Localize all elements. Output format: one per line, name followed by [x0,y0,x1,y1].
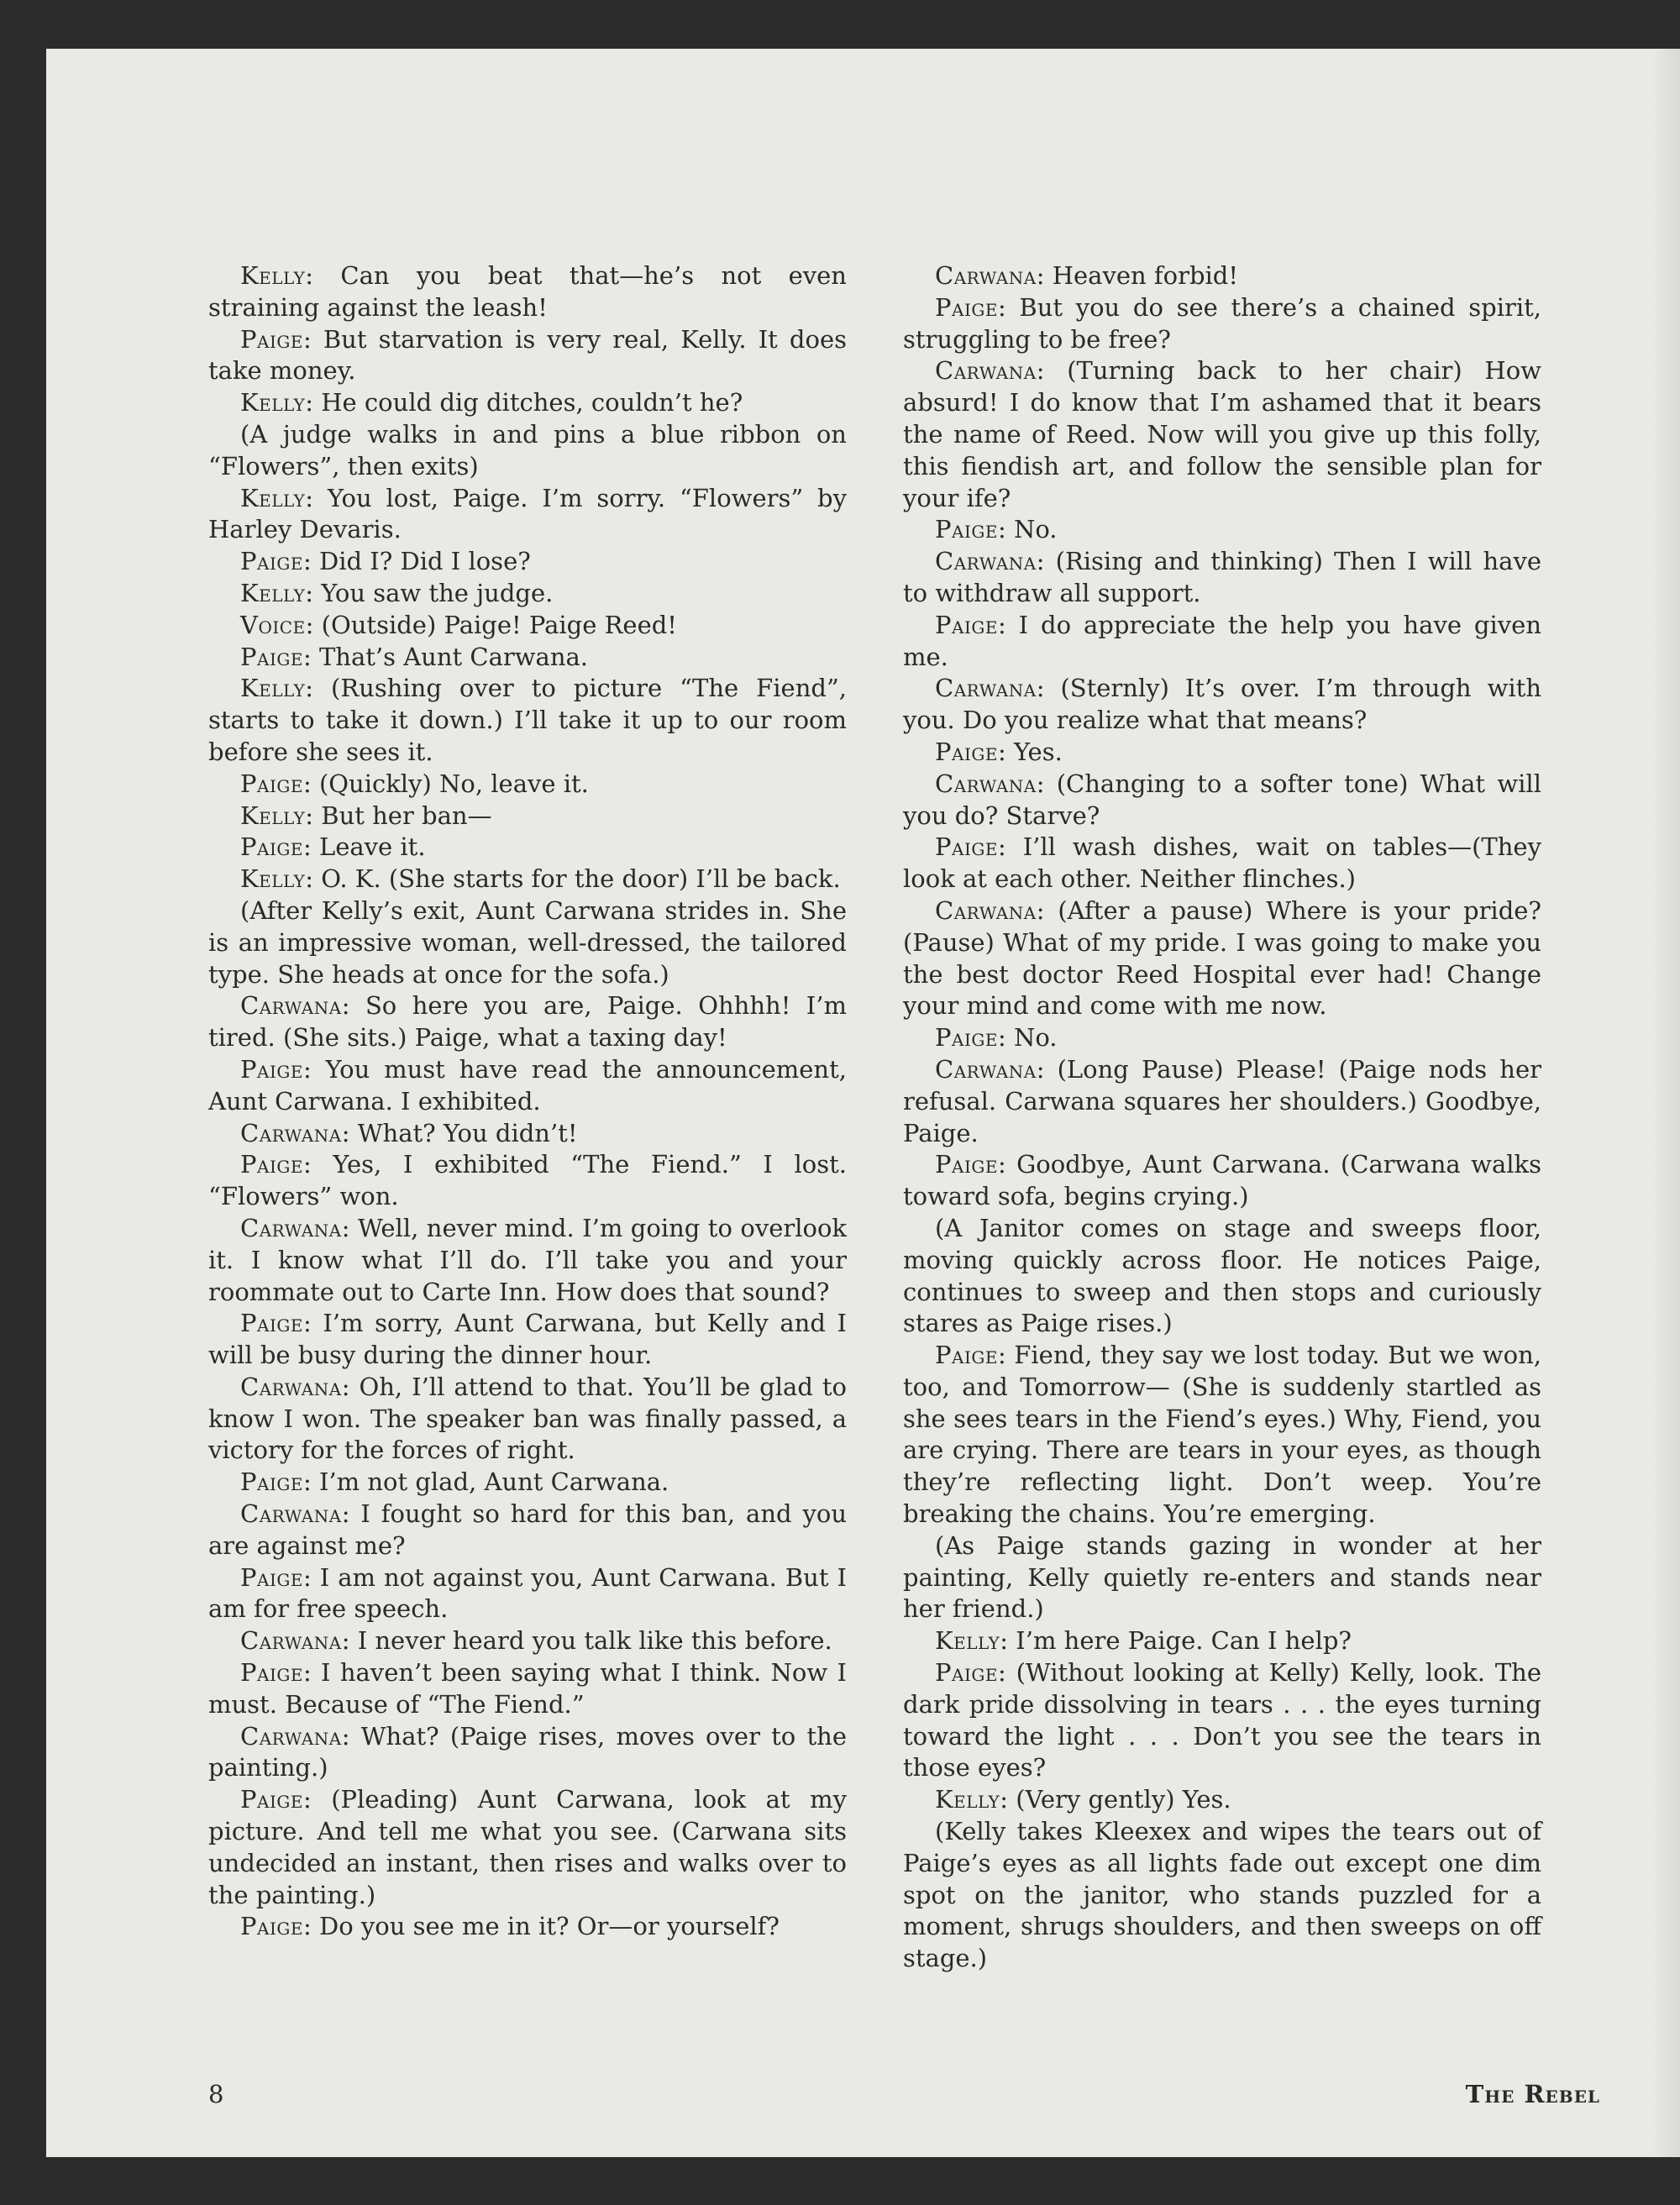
dialogue-line: Carwana: So here you are, Paige. Ohhhh! I’m tired. (She sits.) Paige, what a taxing day! [208,991,847,1053]
speaker-name: Carwana [240,1626,342,1656]
page-edge-shadow [1655,49,1680,2157]
dialogue-line: Paige: No. [935,1023,1058,1053]
dialogue-line: Paige: That’s Aunt Carwana. [240,642,589,671]
line-text: What? You didn’t! [357,1118,578,1147]
line-text: Fiend, they say we lost today. But we won, too, and Tomorrow— (She is suddenly startled as she sees tears in the Fiend’s eyes.) Why, Fiend, you are crying. There are tears in your eyes, as though they’re reflecting light. Don’t weep. You’re breaking the chains. You’re emerging. [903,1341,1541,1529]
dialogue-line: Voice: (Outside) Paige! Paige Reed! [240,610,677,639]
line-text: I am not against you, Aunt Carwana. But I am for free speech. [208,1562,847,1624]
speaker-name: Kelly [240,801,306,830]
dialogue-line: Carwana: (Long Pause) Please! (Paige nods her refusal. Carwana squares her shoulders.) Goodbye, Paige. [903,1054,1541,1147]
dialogue-line: Carwana: Heaven forbid! [935,261,1238,290]
speaker-name: Paige [935,832,998,862]
dialogue-line: Paige: I do appreciate the help you have given me. [903,610,1541,671]
line-text: No. [1013,1023,1058,1053]
line-text: I do appreciate the help you have given me. [903,610,1541,671]
speaker-name: Carwana [935,1054,1037,1084]
dialogue-line: Carwana: Oh, I’ll attend to that. You’ll be glad to know I won. The speaker ban was finally passed, a victory for the forces of right. [208,1372,847,1465]
dialogue-line: Carwana: Well, never mind. I’m going to overlook it. I know what I’ll do. I’ll take you and your roommate out to Carte Inn. How does that sound? [208,1213,847,1306]
line-text: That’s Aunt Carwana. [318,642,589,671]
dialogue-line: Paige: But starvation is very real, Kelly. It does take money. [208,324,847,386]
speaker-name: Paige [240,1467,303,1497]
speaker-name: Kelly [240,388,306,417]
dialogue-line: Kelly: You saw the judge. [240,578,554,607]
dialogue-line: Kelly: He could dig ditches, couldn’t he? [240,388,743,417]
dialogue-line: Kelly: (Very gently) Yes. [935,1785,1231,1814]
line-text: I fought so hard for this ban, and you are against me? [208,1499,847,1560]
speaker-name: Carwana [935,895,1037,925]
stage-direction [208,895,847,990]
line-text: He could dig ditches, couldn’t he? [321,388,743,417]
line-text: I haven’t been saying what I think. Now I must. Because of “The Fiend.” [208,1658,847,1719]
speaker-name: Carwana [935,356,1037,386]
magazine-title: The Rebel [1465,2080,1600,2108]
line-text: No. [1013,515,1058,544]
speaker-name: Paige [935,292,998,322]
line-text: But her ban— [321,801,492,830]
dialogue-line: Carwana: (After a pause) Where is your pride? (Pause) What of my pride. I was going to make you the best doctor Reed Hospital ever had! Change your mind and come with me now. [903,895,1541,1021]
line-text: I’m sorry, Aunt Carwana, but Kelly and I will be busy during the dinner hour. [208,1309,847,1370]
line-text: (Without looking at Kelly) Kelly, look. The dark pride dissolving in tears . . . the eyes turning toward the light . . . Don’t you see the tears in those eyes? [903,1658,1541,1782]
dialogue-line: Carwana: (Sternly) It’s over. I’m through with you. Do you realize what that means? [903,674,1541,735]
line-text: So here you are, Paige. Ohhhh! I’m tired. (She sits.) Paige, what a taxing day! [208,991,847,1053]
line-text: (Quickly) No, leave it. [318,769,589,798]
dialogue-line: Paige: No. [935,515,1058,544]
line-text: (A judge walks in and pins a blue ribbon on “Flowers”, then exits) [208,419,847,480]
line-text: Did I? Did I lose? [318,547,531,576]
dialogue-line: Paige: Did I? Did I lose? [240,547,531,576]
line-text: I’ll wash dishes, wait on tables—(They look at each other. Neither flinches.) [903,832,1541,894]
stage-direction [903,1816,1541,1975]
speaker-name: Paige [240,1309,303,1338]
speaker-name: Paige [935,515,998,544]
speaker-name: Carwana [240,1213,342,1242]
line-text: But starvation is very real, Kelly. It does take money. [208,324,847,386]
line-text: Heaven forbid! [1052,261,1238,290]
speaker-name: Kelly [240,578,306,607]
speaker-name: Paige [240,1912,303,1941]
line-text: Yes, I exhibited “The Fiend.” I lost. “Flowers” won. [208,1150,847,1211]
line-text: (After a pause) Where is your pride? (Pause) What of my pride. I was going to make you the best doctor Reed Hospital ever had! Change your mind and come with me now. [903,895,1541,1021]
speaker-name: Paige [935,1150,998,1179]
dialogue-line: Paige: Leave it. [240,832,426,862]
right-column [903,260,1541,1975]
line-text: Oh, I’ll attend to that. You’ll be glad to know I won. The speaker ban was finally passed, a victory for the forces of right. [208,1372,847,1465]
speaker-name: Paige [935,1023,998,1053]
speaker-name: Paige [240,1150,303,1179]
speaker-name: Carwana [240,1499,342,1529]
speaker-name: Carwana [240,991,342,1021]
stage-direction [903,1213,1541,1340]
speaker-name: Carwana [240,1118,342,1147]
dialogue-line: Paige: (Without looking at Kelly) Kelly, look. The dark pride dissolving in tears . . . the eyes turning toward the light . . . Don’t you see the tears in those eyes? [903,1658,1541,1782]
stage-direction [903,1530,1541,1625]
speaker-name: Paige [935,737,998,766]
line-text: You saw the judge. [321,578,554,607]
line-text: You lost, Paige. I’m sorry. “Flowers” by Harley Devaris. [208,483,847,544]
speaker-name: Paige [240,1054,303,1084]
stage-direction [208,419,847,483]
dialogue-line: Kelly: (Rushing over to picture “The Fiend”, starts to take it down.) I’ll take it up to our room before she sees it. [208,674,847,766]
speaker-name: Paige [935,610,998,639]
dialogue-line: Paige: I am not against you, Aunt Carwana. But I am for free speech. [208,1562,847,1624]
line-text: (Sternly) It’s over. I’m through with you. Do you realize what that means? [903,674,1541,735]
dialogue-line: Paige: Fiend, they say we lost today. But we won, too, and Tomorrow— (She is suddenly startled as she sees tears in the Fiend’s eyes.) Why, Fiend, you are crying. There are tears in your eyes, as though they’re reflecting light. Don’t weep. You’re breaking the chains. You’re emerging. [903,1341,1541,1529]
line-text: Do you see me in it? Or—or yourself? [318,1912,780,1941]
line-text: Well, never mind. I’m going to overlook it. I know what I’ll do. I’ll take you and your roommate out to Carte Inn. How does that sound? [208,1213,847,1306]
line-text: Can you beat that—he’s not even straining against the leash! [208,261,847,322]
line-text: (Turning back to her chair) How absurd! I do know that I’m ashamed that it bears the name of Reed. Now will you give up this folly, this fiendish art, and follow the sensible plan for your ife? [903,356,1541,512]
line-text: (A Janitor comes on stage and sweeps floor, moving quickly across floor. He notices Paige, continues to sweep and then stops and curiously stares as Paige rises.) [903,1213,1541,1338]
speaker-name: Carwana [935,674,1037,703]
dialogue-line: Paige: Do you see me in it? Or—or yourself? [240,1912,780,1941]
dialogue-line: Paige: I’m sorry, Aunt Carwana, but Kelly and I will be busy during the dinner hour. [208,1309,847,1370]
dialogue-line: Paige: But you do see there’s a chained spirit, struggling to be free? [903,292,1541,354]
dialogue-line: Kelly: O. K. (She starts for the door) I’ll be back. [240,864,841,894]
speaker-name: Paige [240,769,303,798]
speaker-name: Kelly [935,1626,1000,1656]
line-text: Goodbye, Aunt Carwana. (Carwana walks toward sofa, begins crying.) [903,1150,1541,1211]
line-text: I’m not glad, Aunt Carwana. [318,1467,669,1497]
line-text: (Rushing over to picture “The Fiend”, starts to take it down.) I’ll take it up to our room before she sees it. [208,674,847,766]
speaker-name: Carwana [935,547,1037,576]
speaker-name: Paige [935,1341,998,1370]
dialogue-line: Paige: You must have read the announcement, Aunt Carwana. I exhibited. [208,1054,847,1116]
speaker-name: Paige [240,642,303,671]
dialogue-line: Paige: Yes. [935,737,1063,766]
line-text: (Changing to a softer tone) What will you do? Starve? [903,769,1541,830]
dialogue-line: Carwana: I fought so hard for this ban, and you are against me? [208,1499,847,1560]
line-text: (Very gently) Yes. [1016,1785,1231,1814]
line-text: You must have read the announcement, Aunt Carwana. I exhibited. [208,1054,847,1116]
dialogue-line: Carwana: (Turning back to her chair) How absurd! I do know that I’m ashamed that it bears the name of Reed. Now will you give up this folly, this fiendish art, and follow the sensible plan for your ife? [903,356,1541,512]
left-column [208,260,847,1943]
dialogue-line: Carwana: (Changing to a softer tone) What will you do? Starve? [903,769,1541,830]
speaker-name: Kelly [935,1785,1000,1814]
dialogue-line: Carwana: What? You didn’t! [240,1118,578,1147]
dialogue-line: Kelly: Can you beat that—he’s not even straining against the leash! [208,261,847,322]
speaker-name: Kelly [240,864,306,894]
dialogue-line: Carwana: I never heard you talk like this before. [240,1626,832,1656]
speaker-name: Paige [240,547,303,576]
dialogue-line: Kelly: But her ban— [240,801,492,830]
line-text: (Pleading) Aunt Carwana, look at my picture. And tell me what you see. (Carwana sits undecided an instant, then rises and walks over to the painting.) [208,1785,847,1909]
speaker-name: Carwana [935,769,1037,798]
line-text: Leave it. [318,832,426,862]
speaker-name: Paige [240,832,303,862]
dialogue-line: Paige: (Pleading) Aunt Carwana, look at my picture. And tell me what you see. (Carwana sits undecided an instant, then rises and walks over to the painting.) [208,1785,847,1909]
line-text: (Rising and thinking) Then I will have to withdraw all support. [903,547,1541,607]
speaker-name: Kelly [240,483,306,512]
dialogue-line: Kelly: I’m here Paige. Can I help? [935,1626,1352,1656]
line-text: (Long Pause) Please! (Paige nods her refusal. Carwana squares her shoulders.) Goodbye, Paige. [903,1054,1541,1147]
dialogue-line: Paige: I’m not glad, Aunt Carwana. [240,1467,669,1497]
dialogue-line: Carwana: What? (Paige rises, moves over to the painting.) [208,1721,847,1782]
speaker-name: Paige [240,1658,303,1688]
dialogue-line: Kelly: You lost, Paige. I’m sorry. “Flowers” by Harley Devaris. [208,483,847,544]
speaker-name: Paige [240,1785,303,1814]
dialogue-line: Carwana: (Rising and thinking) Then I will have to withdraw all support. [903,547,1541,607]
speaker-name: Carwana [935,261,1037,290]
line-text: (Kelly takes Kleexex and wipes the tears out of Paige’s eyes as all lights fade out except one dim spot on the janitor, who stands puzzled for a moment, shrugs shoulders, and then sweeps on off stage.) [903,1817,1541,1973]
magazine-page [46,49,1680,2157]
line-text: I never heard you talk like this before. [357,1626,832,1656]
line-text: I’m here Paige. Can I help? [1016,1626,1352,1656]
speaker-name: Paige [935,1658,998,1688]
speaker-name: Voice [240,610,306,639]
line-text: What? (Paige rises, moves over to the painting.) [208,1721,847,1782]
line-text: (After Kelly’s exit, Aunt Carwana strides in. She is an impressive woman, well-dressed, the tailored type. She heads at once for the sofa.) [208,895,847,989]
line-text: But you do see there’s a chained spirit, struggling to be free? [903,292,1541,354]
speaker-name: Carwana [240,1372,342,1401]
dialogue-line: Paige: Yes, I exhibited “The Fiend.” I lost. “Flowers” won. [208,1150,847,1211]
dialogue-line: Paige: Goodbye, Aunt Carwana. (Carwana walks toward sofa, begins crying.) [903,1150,1541,1211]
speaker-name: Paige [240,1562,303,1592]
line-text: Yes. [1013,737,1063,766]
speaker-name: Kelly [240,674,306,703]
speaker-name: Carwana [240,1721,342,1751]
dialogue-line: Paige: (Quickly) No, leave it. [240,769,589,798]
dialogue-line: Paige: I haven’t been saying what I think. Now I must. Because of “The Fiend.” [208,1658,847,1719]
line-text: O. K. (She starts for the door) I’ll be back. [321,864,841,894]
speaker-name: Paige [240,324,303,354]
line-text: (As Paige stands gazing in wonder at her painting, Kelly quietly re-enters and stands near her friend.) [903,1530,1541,1624]
page-number: 8 [208,2080,224,2108]
line-text: (Outside) Paige! Paige Reed! [321,610,677,639]
speaker-name: Kelly [240,261,306,290]
dialogue-line: Paige: I’ll wash dishes, wait on tables—(They look at each other. Neither flinches.) [903,832,1541,894]
